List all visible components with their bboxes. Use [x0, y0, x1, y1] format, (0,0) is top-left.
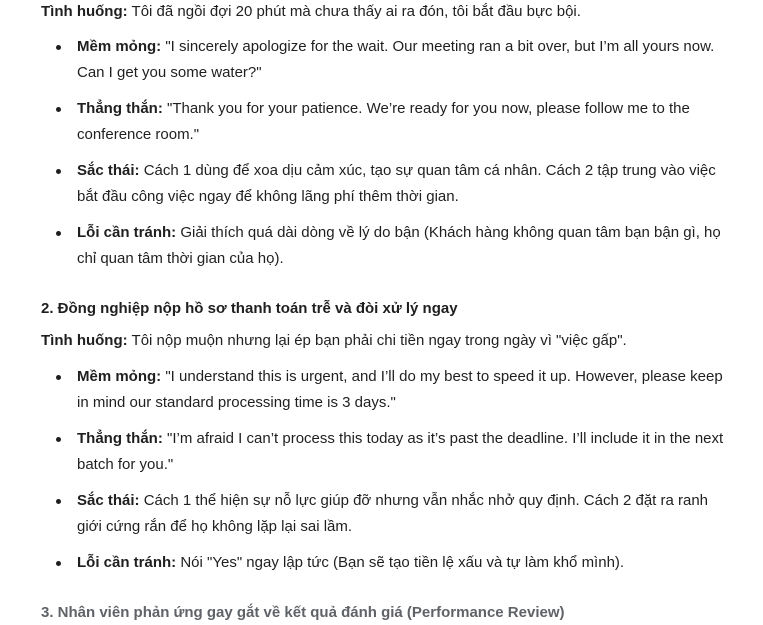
bullet-dot	[56, 561, 61, 566]
item-label: Lỗi cần tránh:	[77, 554, 177, 571]
situation-paragraph	[41, 329, 627, 353]
item-label: Mềm mỏng:	[77, 368, 162, 385]
list-item	[41, 550, 737, 576]
section-heading: 2. Đồng nghiệp nộp hồ sơ thanh toán trễ và đòi xử lý ngay	[41, 300, 458, 317]
item-label: Sắc thái:	[77, 162, 140, 179]
item-text: "Thank you for your patience. We’re ready for you now, please follow me to the conference room."	[77, 100, 690, 143]
item-text: Cách 1 thể hiện sự nỗ lực giúp đỡ nhưng vẫn nhắc nhở quy định. Cách 2 đặt ra ranh giới cứng rắn để họ không lặp lại sai lầm.	[77, 492, 709, 535]
item-label: Thẳng thắn:	[77, 430, 163, 447]
section-heading: 3. Nhân viên phản ứng gay gắt về kết quả đánh giá (Performance Review)	[41, 604, 565, 621]
bullet-dot	[56, 499, 61, 504]
list-item	[41, 364, 737, 416]
item-text: Nói "Yes" ngay lập tức (Bạn sẽ tạo tiền lệ xấu và tự làm khổ mình).	[180, 554, 625, 571]
situation-text: Tôi đã ngồi đợi 20 phút mà chưa thấy ai ra đón, tôi bắt đầu bực bội.	[131, 3, 581, 20]
item-label: Mềm mỏng:	[77, 38, 162, 55]
situation-label: Tình huống:	[41, 3, 128, 20]
item-label: Sắc thái:	[77, 492, 140, 509]
item-text: "I’m afraid I can’t process this today as it’s past the deadline. I’ll include it in the next batch for you."	[77, 430, 724, 473]
list-item	[41, 426, 737, 478]
item-text: "I sincerely apologize for the wait. Our meeting ran a bit over, but I’m all yours now. Can I get you some water?"	[77, 38, 715, 81]
list-item	[41, 220, 737, 272]
bullet-dot	[56, 231, 61, 236]
list-item	[41, 34, 737, 86]
situation-label: Tình huống:	[41, 332, 128, 349]
situation-paragraph	[41, 0, 581, 24]
item-text: Cách 1 dùng để xoa dịu cảm xúc, tạo sự quan tâm cá nhân. Cách 2 tập trung vào việc bắt đầu công việc ngay để không lãng phí thêm thời gian.	[77, 162, 716, 205]
item-label: Lỗi cần tránh:	[77, 224, 177, 241]
situation-text: Tôi nộp muộn nhưng lại ép bạn phải chi tiền ngay trong ngày vì "việc gấp".	[131, 332, 627, 349]
item-label: Thẳng thắn:	[77, 100, 163, 117]
bullet-dot	[56, 437, 61, 442]
item-text: "I understand this is urgent, and I’ll do my best to speed it up. However, please keep in mind our standard processing time is 3 days."	[77, 368, 723, 411]
list-item	[41, 488, 737, 540]
bullet-dot	[56, 107, 61, 112]
item-text: Giải thích quá dài dòng về lý do bận (Khách hàng không quan tâm bạn bận gì, họ chỉ quan tâm thời gian của họ).	[77, 224, 721, 267]
bullet-dot	[56, 45, 61, 50]
bullet-dot	[56, 169, 61, 174]
list-item	[41, 96, 737, 148]
bullet-dot	[56, 375, 61, 380]
list-item	[41, 158, 737, 210]
